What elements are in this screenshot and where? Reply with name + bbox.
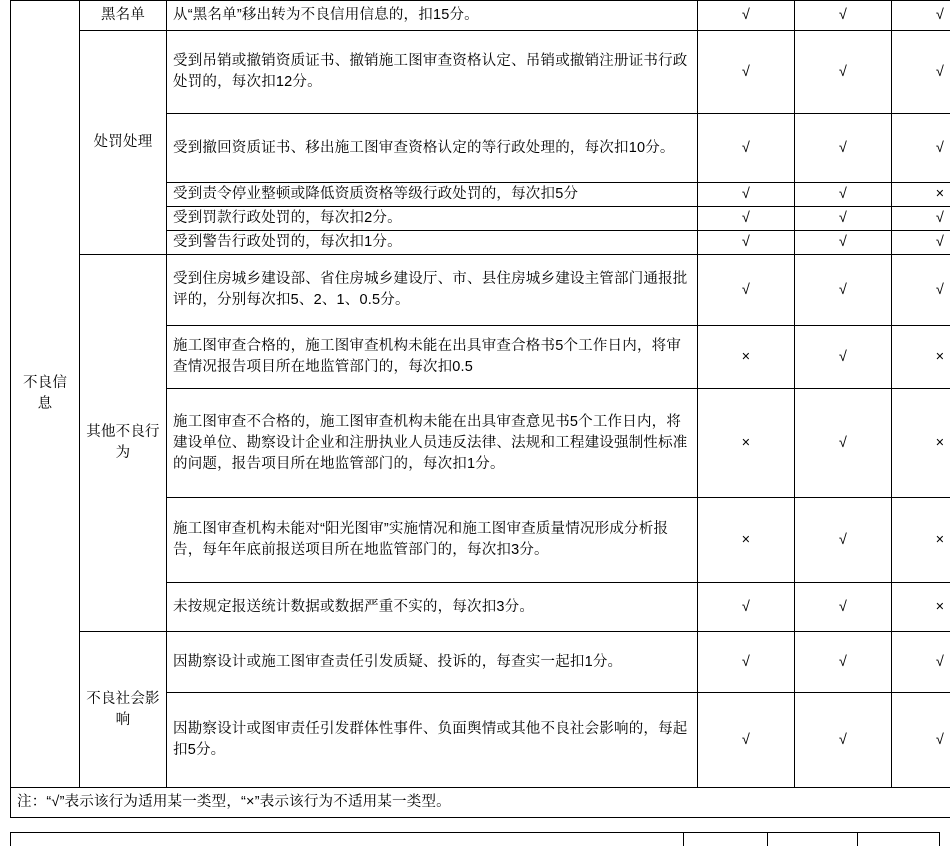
mark-type-a: √ [698, 632, 795, 693]
table-row [11, 255, 950, 326]
behavior-description: 受到警告行政处罚的，每次扣1分。 [167, 231, 698, 255]
behavior-description: 因勘察设计或图审责任引发群体性事件、负面舆情或其他不良社会影响的，每起扣5分。 [167, 693, 698, 788]
subcategory-cell-blacklist [80, 1, 167, 31]
behavior-description: 施工图审查不合格的，施工图审查机构未能在出具审查意见书5个工作日内，将建设单位、勘察设计企业和注册执业人员违反法律、法规和工程建设强制性标准的问题，报告项目所在地监管部门的，每次扣1分。 [167, 389, 698, 498]
mark-type-b: √ [795, 583, 892, 632]
column-divider-1 [683, 833, 684, 846]
mark-type-c: × [892, 326, 950, 389]
column-divider-2 [767, 833, 768, 846]
subcategory-label: 不良社会影响 [86, 690, 160, 728]
mark-type-b: √ [795, 498, 892, 583]
mark-type-c: √ [892, 632, 950, 693]
mark-type-a: √ [698, 183, 795, 207]
column-divider-3 [857, 833, 858, 846]
mark-type-c: × [892, 389, 950, 498]
subcategory-cell-other [80, 255, 167, 632]
mark-type-a: × [698, 498, 795, 583]
behavior-description: 受到撤回资质证书、移出施工图审查资格认定的等行政处理的，每次扣10分。 [167, 114, 698, 183]
subcategory-cell-penalty [80, 31, 167, 255]
behavior-description: 未按规定报送统计数据或数据严重不实的，每次扣3分。 [167, 583, 698, 632]
mark-type-c: √ [892, 255, 950, 326]
mark-type-b: √ [795, 31, 892, 114]
mark-type-c: √ [892, 114, 950, 183]
behavior-description: 受到责令停业整顿或降低资质资格等级行政处罚的，每次扣5分 [167, 183, 698, 207]
mark-type-c: × [892, 583, 950, 632]
mark-type-b: √ [795, 255, 892, 326]
subcategory-cell-social [80, 632, 167, 788]
mark-type-c: √ [892, 31, 950, 114]
mark-type-a: √ [698, 114, 795, 183]
mark-type-c: × [892, 183, 950, 207]
mark-type-c: √ [892, 231, 950, 255]
subcategory-label: 其他不良行为 [86, 424, 160, 462]
mark-type-b: √ [795, 183, 892, 207]
table-row [11, 632, 950, 693]
behavior-description: 受到住房城乡建设部、省住房城乡建设厅、市、县住房城乡建设主管部门通报批评的，分别每次扣5、2、1、0.5分。 [167, 255, 698, 326]
mark-type-c: √ [892, 1, 950, 31]
next-table-start [10, 832, 940, 846]
category-cell [11, 1, 80, 788]
mark-type-a: √ [698, 255, 795, 326]
mark-type-a: √ [698, 583, 795, 632]
mark-type-b: √ [795, 1, 892, 31]
mark-type-a: √ [698, 31, 795, 114]
behavior-description: 受到吊销或撤销资质证书、撤销施工图审查资格认定、吊销或撤销注册证书行政处罚的，每次扣12分。 [167, 31, 698, 114]
mark-type-a: √ [698, 693, 795, 788]
mark-type-b: √ [795, 231, 892, 255]
mark-type-c: × [892, 498, 950, 583]
behavior-description: 施工图审查合格的，施工图审查机构未能在出具审查合格书5个工作日内，将审查情况报告项目所在地监管部门的，每次扣0.5 [167, 326, 698, 389]
mark-type-a: √ [698, 231, 795, 255]
table-row [11, 1, 950, 31]
table-row [11, 31, 950, 114]
table-note: 注：“√”表示该行为适用某一类型，“×”表示该行为不适用某一类型。 [11, 788, 950, 818]
mark-type-c: √ [892, 207, 950, 231]
mark-type-b: √ [795, 326, 892, 389]
credit-scoring-table [10, 0, 950, 818]
category-label: 不良信息 [22, 375, 68, 413]
behavior-description: 因勘察设计或施工图审查责任引发质疑、投诉的，每查实一起扣1分。 [167, 632, 698, 693]
mark-type-b: √ [795, 693, 892, 788]
mark-type-a: √ [698, 207, 795, 231]
behavior-description: 受到罚款行政处罚的，每次扣2分。 [167, 207, 698, 231]
mark-type-b: √ [795, 207, 892, 231]
mark-type-c: √ [892, 693, 950, 788]
behavior-description: 施工图审查机构未能对“阳光图审”实施情况和施工图审查质量情况形成分析报告，每年年底前报送项目所在地监管部门的，每次扣3分。 [167, 498, 698, 583]
mark-type-b: √ [795, 389, 892, 498]
mark-type-b: √ [795, 632, 892, 693]
table-note-row [11, 788, 950, 818]
mark-type-a: × [698, 326, 795, 389]
mark-type-a: √ [698, 1, 795, 31]
behavior-description: 从“黑名单”移出转为不良信用信息的，扣15分。 [167, 1, 698, 31]
subcategory-label: 处罚处理 [93, 134, 153, 151]
subcategory-label: 黑名单 [100, 7, 146, 23]
mark-type-b: √ [795, 114, 892, 183]
mark-type-a: × [698, 389, 795, 498]
